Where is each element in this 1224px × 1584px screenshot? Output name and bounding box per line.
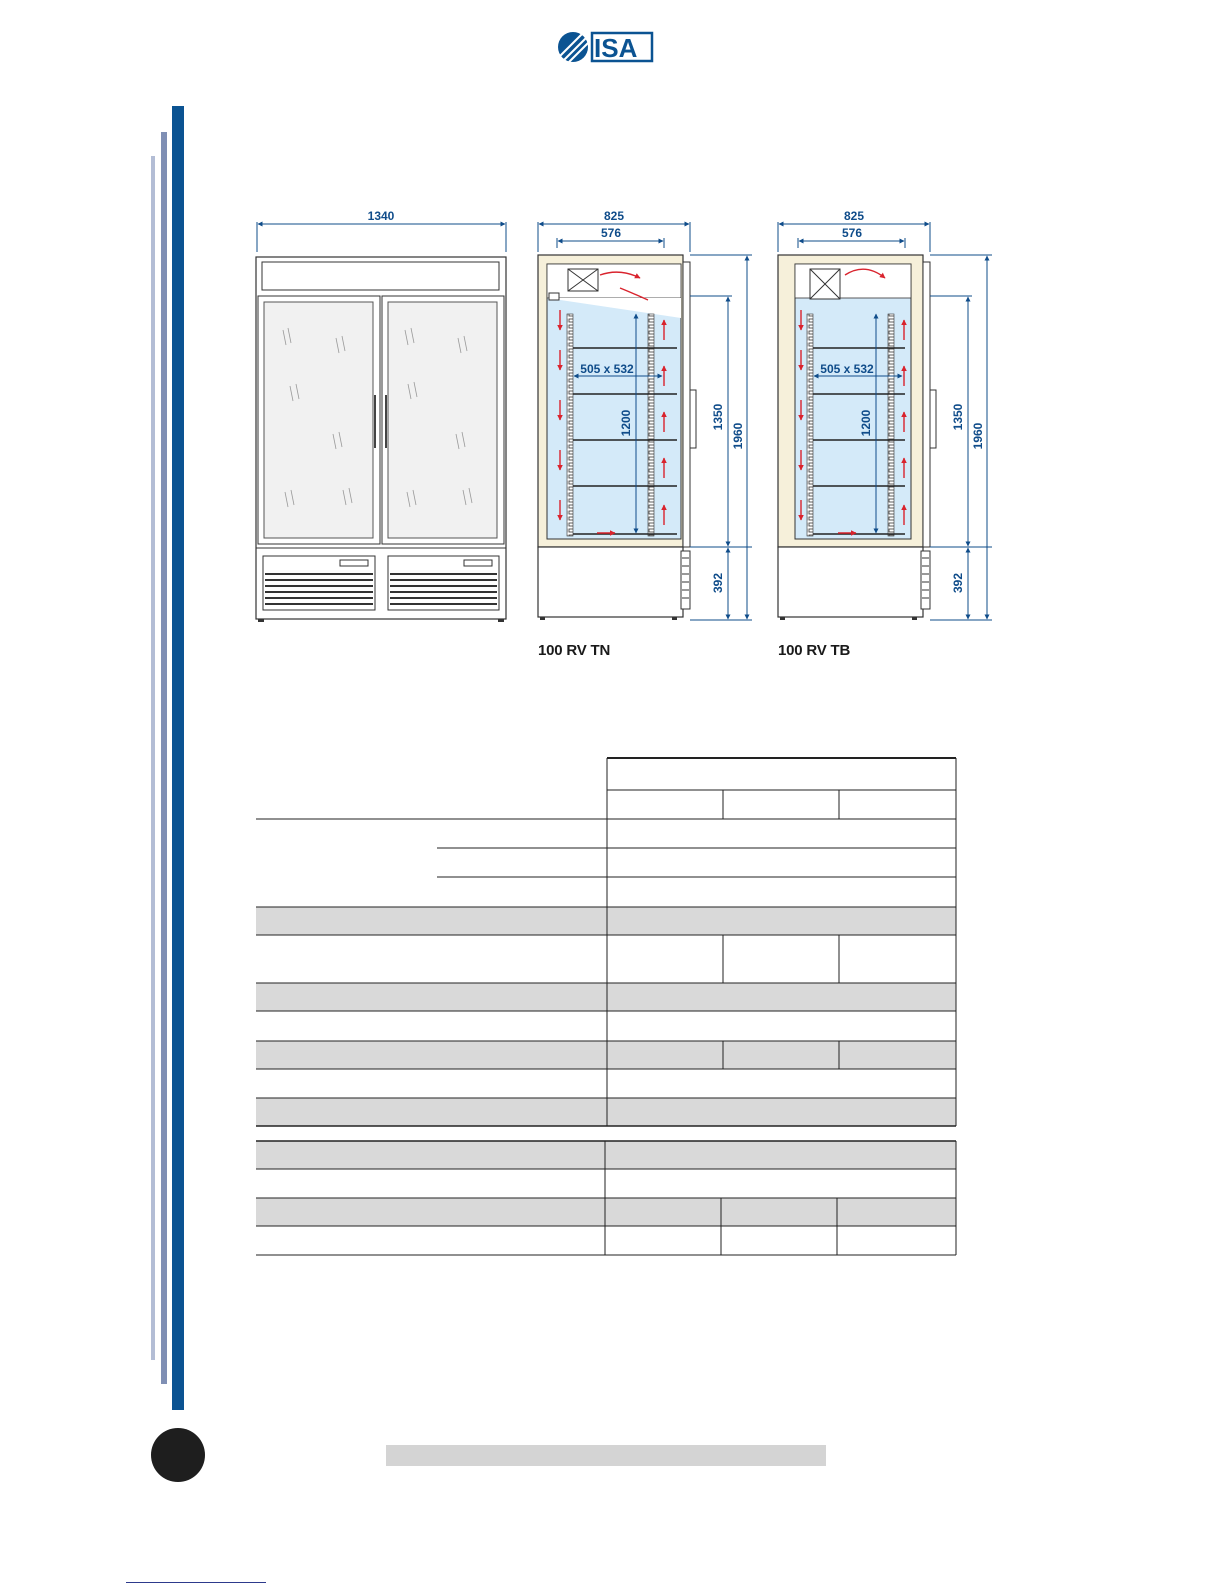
front-width-label: 1340 [367, 209, 395, 223]
tn-base-height: 392 [711, 572, 725, 594]
tn-shelf-size: 505 x 532 [580, 362, 634, 376]
footer-link-line [126, 1582, 266, 1583]
tb-shelf-size: 505 x 532 [820, 362, 874, 376]
tn-total-height: 1960 [731, 422, 745, 450]
section-view-tb [778, 209, 992, 620]
model-label-tb: 100 RV TB [778, 642, 851, 659]
tb-door-height: 1350 [951, 403, 965, 431]
tn-inner-width: 576 [600, 226, 622, 240]
model-label-tn: 100 RV TN [538, 642, 611, 659]
tb-total-height: 1960 [971, 422, 985, 450]
front-view [256, 209, 506, 622]
spec-table [256, 757, 958, 1259]
tn-inner-height: 1200 [619, 409, 633, 437]
page-number-dot [151, 1428, 205, 1482]
tb-inner-width: 576 [841, 226, 863, 240]
technical-drawings [0, 0, 1224, 700]
logo-text: ISA [594, 33, 638, 63]
tb-outer-width: 825 [843, 209, 865, 223]
section-view-tn [538, 209, 752, 620]
footer-bar [386, 1445, 826, 1466]
tn-door-height: 1350 [711, 403, 725, 431]
tb-inner-height: 1200 [859, 409, 873, 437]
tb-base-height: 392 [951, 572, 965, 594]
tn-outer-width: 825 [603, 209, 625, 223]
